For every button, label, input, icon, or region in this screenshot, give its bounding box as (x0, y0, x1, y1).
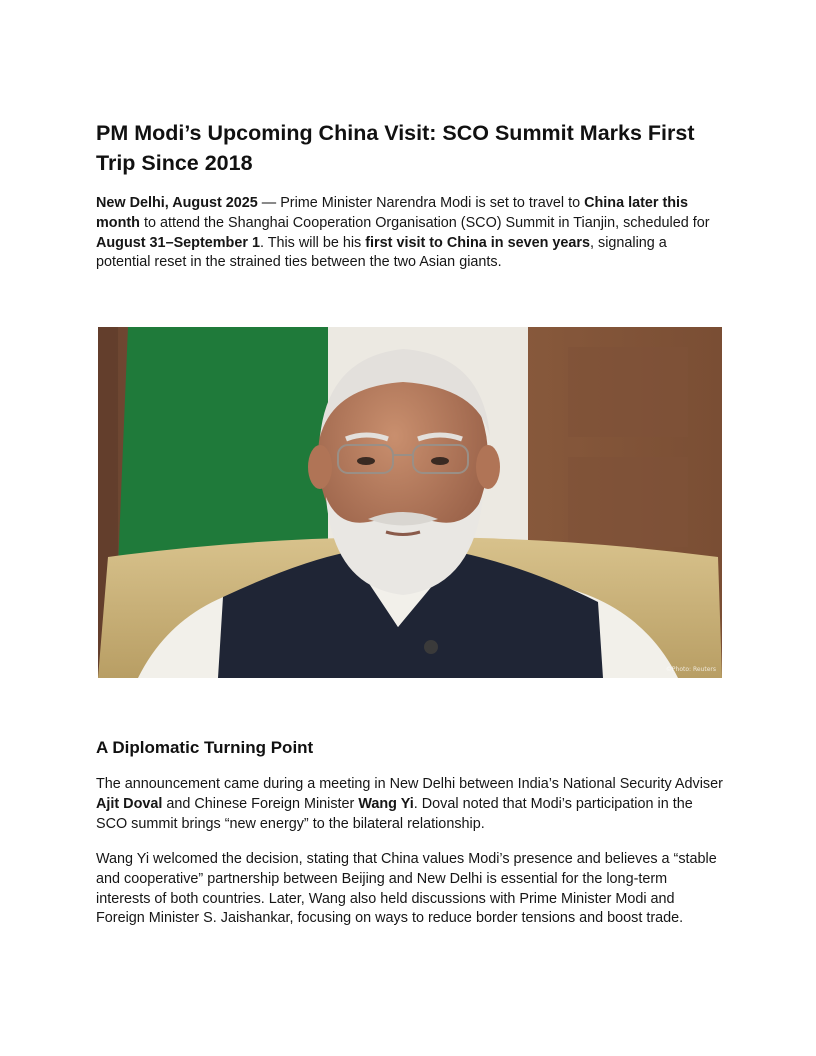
flag-green-band (118, 327, 328, 567)
intro-text: . This will be his (259, 234, 366, 251)
section-heading: A Diplomatic Turning Point (96, 738, 314, 757)
section-paragraph-1 (96, 775, 724, 834)
section-paragraph-2: Wang Yi welcomed the decision, stating that China values Modi’s presence and believes a “stable and cooperative” partnership between Beijing and New Delhi is essential for the long-term interests of both countries. Later, Wang also held discussions with Prime Minister Modi and Foreign Minister S. Jaishankar, focusing on ways to reduce border tensions and boost trade. (96, 851, 717, 927)
paragraph-text: The announcement came during a meeting in New Delhi between India’s National Security Adviser (96, 776, 723, 792)
name-ajit-doval: Ajit Doval (96, 795, 163, 812)
article-photo (98, 327, 722, 678)
portrait-illustration (98, 327, 722, 678)
photo-credit: ©Photo: Reuters (665, 666, 716, 673)
intro-emphasis-dates: August 31–September 1 (96, 234, 260, 251)
intro-text: — Prime Minister Narendra Modi is set to travel to (257, 195, 585, 211)
intro-paragraph (96, 194, 724, 273)
name-wang-yi: Wang Yi (358, 795, 414, 812)
paragraph-text: and Chinese Foreign Minister (162, 795, 359, 812)
intro-text: to attend the Shanghai Cooperation Organisation (SCO) Summit in Tianjin, scheduled for (139, 214, 710, 231)
intro-text: , signaling a potential reset in the strained ties between the two Asian giants. (96, 234, 667, 271)
article-title: PM Modi’s Upcoming China Visit: SCO Summit Marks First Trip Since 2018 (96, 121, 695, 175)
paragraph-text: . Doval noted that Modi’s participation in the SCO summit brings “new energy” to the bilateral relationship. (96, 795, 693, 832)
dateline: New Delhi, August 2025 (96, 195, 258, 211)
vest-button (424, 640, 438, 654)
intro-emphasis-timing: China later this month (96, 195, 689, 231)
intro-emphasis-visit: first visit to China in seven years (365, 234, 590, 251)
